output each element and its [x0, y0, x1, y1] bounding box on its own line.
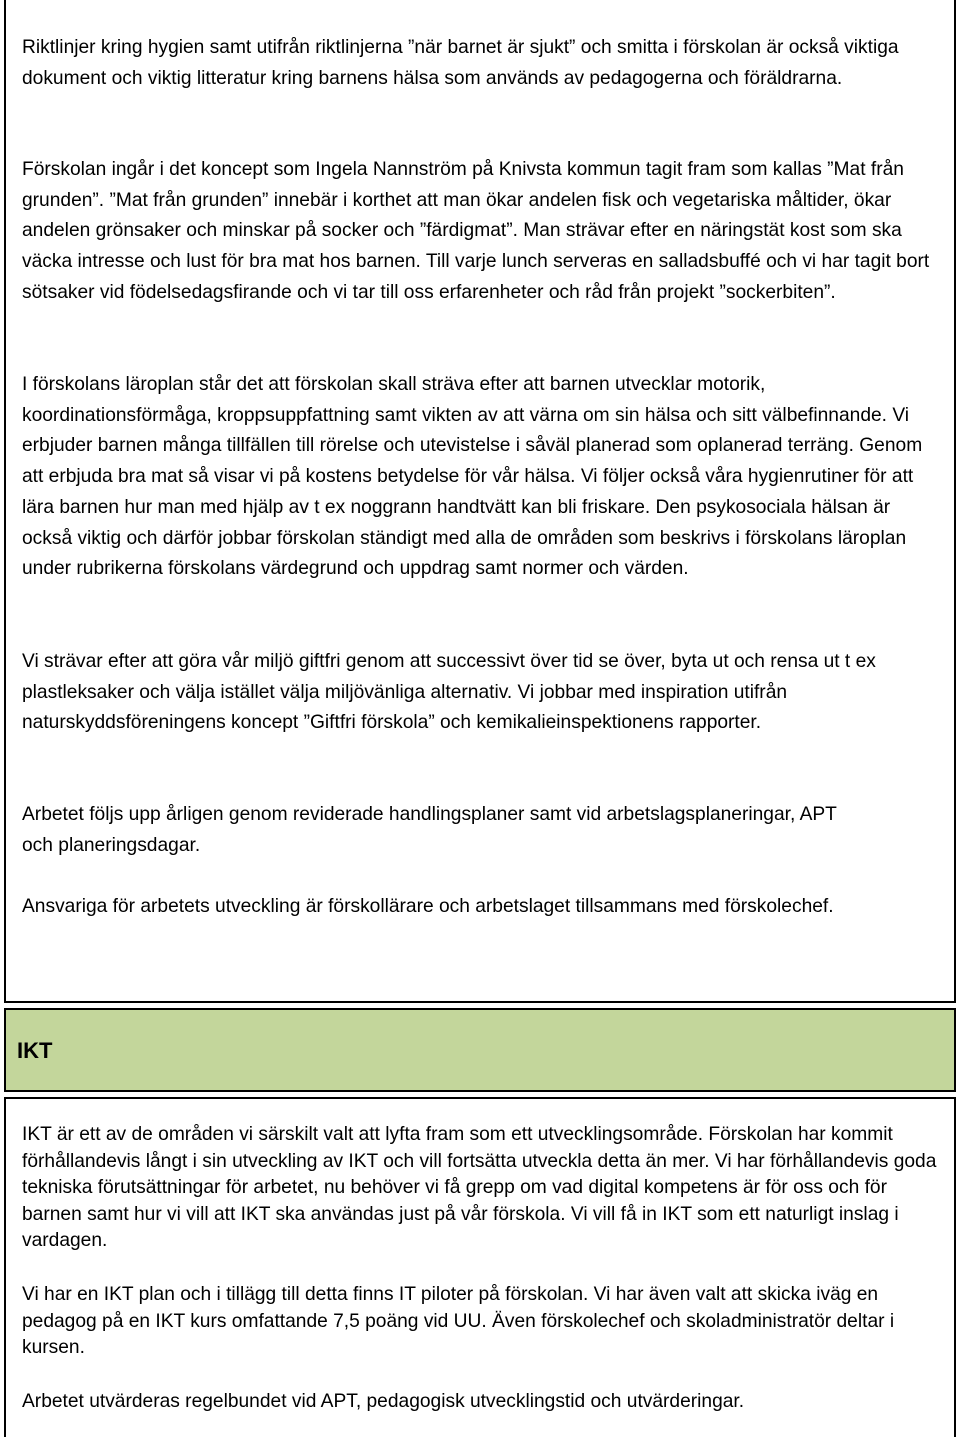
section-header-ikt — [4, 1008, 956, 1092]
paragraph-uppfoljning: Arbetet följs upp årligen genom reviderade handlingsplaner samt vid arbetslagsplaneringar, APT och planeringsdagar. — [22, 804, 837, 856]
section-heading: IKT — [17, 1038, 53, 1063]
paragraph-ansvariga: Ansvariga för arbetets utveckling är förskollärare och arbetslaget tillsammans med förskolechef. — [22, 896, 834, 917]
paragraph-hygien: Riktlinjer kring hygien samt utifrån riktlinjerna ”när barnet är sjukt” och smitta i förskolan är också viktiga dokument och viktig litteratur kring barnens hälsa som används av pedagogerna och föräldrarna. — [22, 37, 899, 89]
paragraph-giftfri-miljo: Vi strävar efter att göra vår miljö giftfri genom att successivt över tid se över, byta ut och rensa ut t ex plastleksaker och välja istället välja miljövänliga alternativ. Vi jobbar med inspiration utifrån naturskyddsföreningens koncept ”Giftfri förskola” och kemikalieinspektionens rapporter. — [22, 651, 876, 734]
paragraph-ikt-plan: Vi har en IKT plan och i tillägg till detta finns IT piloter på förskolan. Vi har även valt att skicka iväg en pedagog på en IKT kurs omfattande 7,5 poäng vid UU. Även förskolechef och skoladministratör deltar i kursen. — [22, 1284, 895, 1359]
paragraph-ikt-intro: IKT är ett av de områden vi särskilt valt att lyfta fram som ett utvecklingsområde. Förskolan har kommit förhållandevis långt i sin utveckling av IKT och vill fortsätta utveckla detta än mer. Vi har förhållandevis goda tekniska förutsättningar för arbetet, nu behöver vi få grepp om vad digital kompetens är för oss och för barnen samt hur vi vill att IKT ska användas just på vår förskola. Vi vill få in IKT som ett naturligt inslag i vardagen. — [22, 1124, 937, 1252]
paragraph-ikt-utvardering: Arbetet utvärderas regelbundet vid APT, pedagogisk utvecklingstid och utvärderingar. — [22, 1391, 745, 1412]
table-cell-ikt — [4, 1097, 956, 1437]
paragraph-mat-fran-grunden: Förskolan ingår i det koncept som Ingela Nannström på Knivsta kommun tagit fram som kallas ”Mat från grunden”. ”Mat från grunden” innebär i korthet att man ökar andelen fisk och vegetariska måltider, ökar andelen grönsaker och minskar på socker och ”färdigmat”. Man strävar efter en näringstät kost som ska väcka intresse och lust för bra mat hos barnen. Till varje lunch serveras en salladsbuffé och vi har tagit bort sötsaker vid födelsedagsfirande och vi tar till oss erfarenheter och råd från projekt ”sockerbiten”. — [22, 159, 930, 303]
paragraph-laroplan: I förskolans läroplan står det att förskolan skall sträva efter att barnen utvecklar motorik, koordinationsförmåga, kroppsuppfattning samt vikten av att värna om sin hälsa och sitt välbefinnande. Vi erbjuder barnen många tillfällen till rörelse och utevistelse i såväl planerad som oplanerad terräng. Genom att erbjuda bra mat så visar vi på kostens betydelse för vår hälsa. Vi följer också våra hygienrutiner för att lära barnen hur man med hjälp av t ex noggrann handtvätt kan bli friskare. Den psykosociala hälsan är också viktig och därför jobbar förskolan ständigt med alla de områden som beskrivs i förskolans läroplan under rubrikerna förskolans värdegrund och uppdrag samt normer och värden. — [22, 374, 923, 580]
table-cell-top — [4, 0, 956, 1003]
